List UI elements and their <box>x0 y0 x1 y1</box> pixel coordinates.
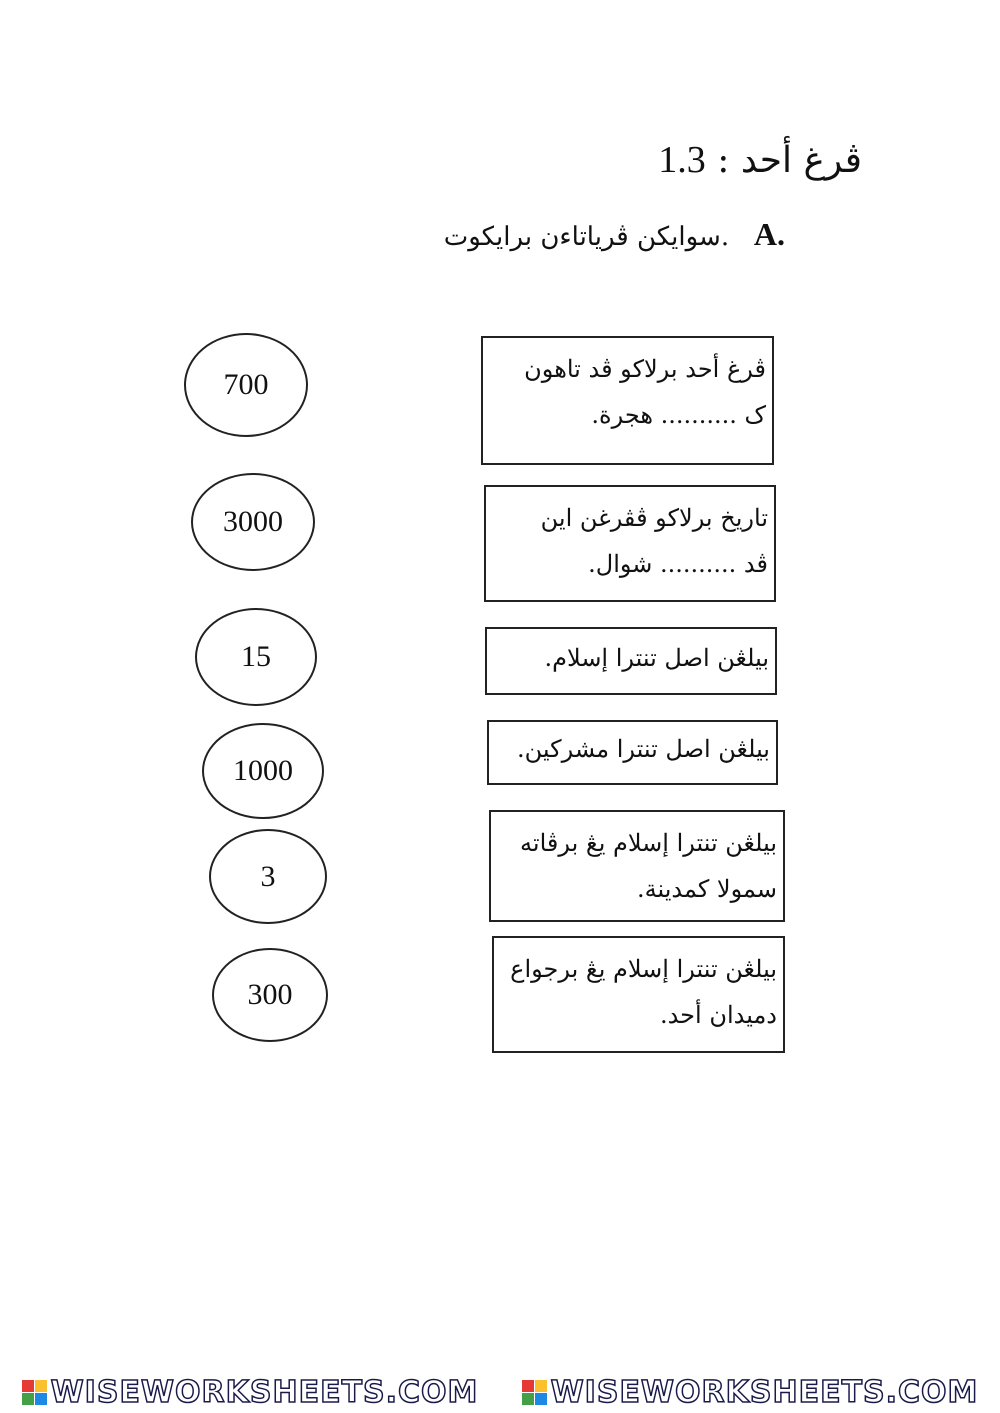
heading-number: 1.3 <box>658 139 706 181</box>
answer-oval[interactable]: 300 <box>212 948 328 1042</box>
instruction-letter: A. <box>753 216 785 252</box>
answer-oval[interactable]: 700 <box>184 333 308 437</box>
question-line: دميدان أحد. <box>659 1001 777 1029</box>
answer-oval[interactable]: 1000 <box>202 723 324 819</box>
logo-icon <box>522 1380 547 1405</box>
section-heading <box>600 138 862 182</box>
answer-oval[interactable]: 15 <box>195 608 317 706</box>
heading-title: ڤرغ أحد <box>740 140 862 181</box>
question-line: بيلڠن اصل تنترا إسلام. <box>544 644 769 672</box>
question-box[interactable] <box>492 936 785 1053</box>
question-line: بيلڠن تنترا إسلام يڠ برجواع <box>510 955 777 983</box>
instruction <box>420 216 785 253</box>
question-box[interactable] <box>481 336 774 465</box>
brand-watermark <box>522 1375 979 1410</box>
answer-oval[interactable]: 3 <box>209 829 327 924</box>
footer-watermark <box>0 1372 1000 1413</box>
logo-icon <box>22 1380 47 1405</box>
brand-text: WISEWORKSHEETS.COM <box>550 1375 979 1410</box>
question-line: ک .......... هجرة. <box>591 401 766 429</box>
answer-oval[interactable]: 3000 <box>191 473 315 571</box>
question-line: تاريخ برلاکو ڤڤرغن اين <box>540 504 768 532</box>
question-box[interactable] <box>485 627 777 695</box>
heading-separator: : <box>717 140 730 181</box>
question-line: سمولا کمدينة. <box>636 875 777 903</box>
question-line: ڤرغ أحد برلاکو ڤد تاهون <box>524 355 766 383</box>
question-line: ڤد .......... شوال. <box>588 550 768 578</box>
question-box[interactable] <box>487 720 778 785</box>
brand-watermark <box>22 1375 479 1410</box>
question-box[interactable] <box>484 485 776 602</box>
instruction-text: سوايکن ڤرياتاءن برايکوت. <box>443 222 730 252</box>
question-line: بيلڠن تنترا إسلام يڠ برڤاته <box>520 829 777 857</box>
question-box[interactable] <box>489 810 785 922</box>
brand-text: WISEWORKSHEETS.COM <box>50 1375 479 1410</box>
question-line: بيلڠن اصل تنترا مشرکين. <box>517 735 770 763</box>
